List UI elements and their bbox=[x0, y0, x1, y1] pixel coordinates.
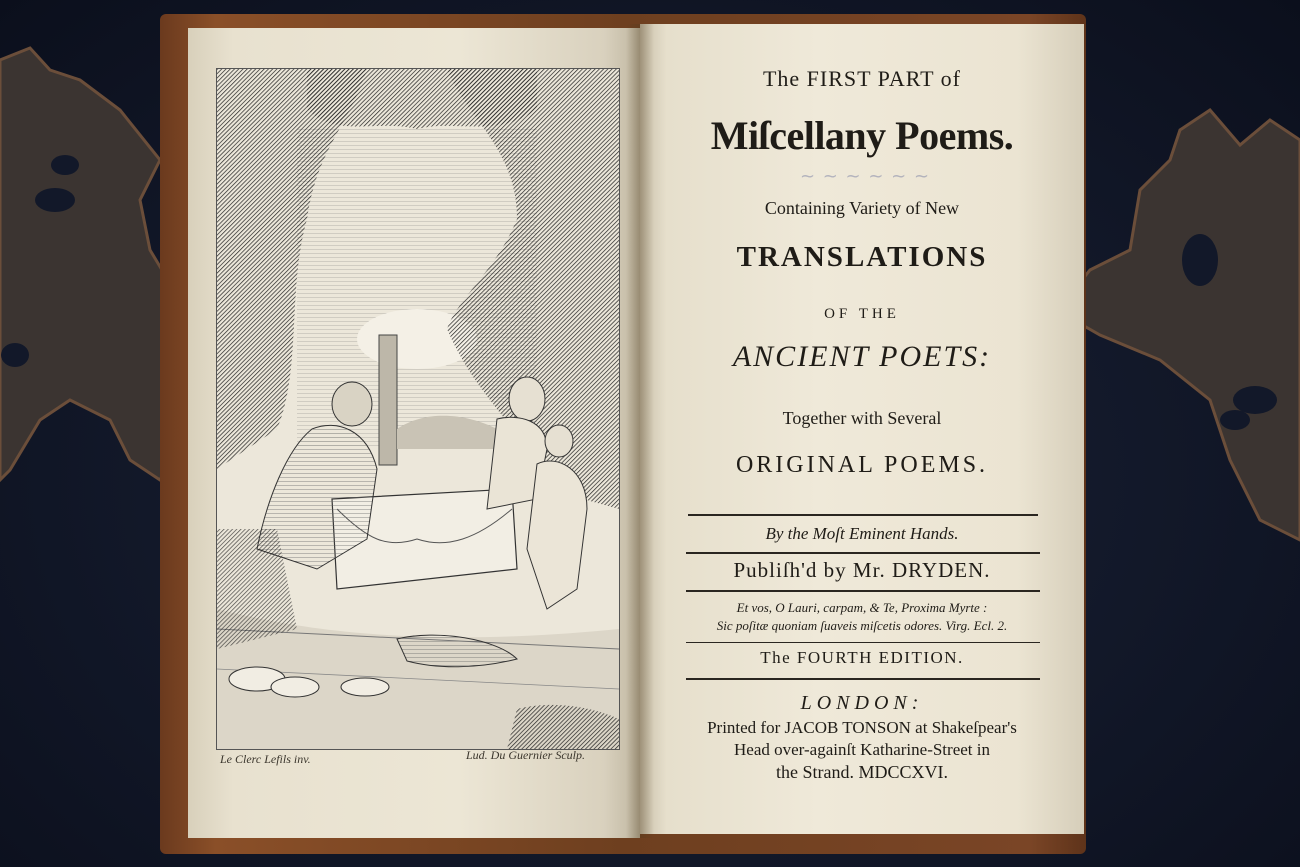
rule-4 bbox=[686, 642, 1040, 643]
frontispiece-engraving bbox=[216, 68, 620, 750]
right-metal-clamp bbox=[1060, 100, 1300, 550]
title-line-containing: Containing Variety of New bbox=[764, 198, 960, 218]
title-line-dryden: Publiſh'd by Mr. DRYDEN. bbox=[733, 558, 991, 582]
imprint-line-3: the Strand. MDCCXVI. bbox=[776, 762, 948, 782]
rule-1 bbox=[688, 514, 1038, 516]
title-line-of-the: OF THE bbox=[824, 306, 900, 322]
engraving-illustration bbox=[217, 69, 619, 749]
title-line-original-poems: ORIGINAL POEMS. bbox=[735, 452, 989, 478]
title-line-edition: The FOURTH EDITION. bbox=[760, 648, 964, 667]
latin-quote-line-2: Sic poſitæ quoniam ſuaveis miſcetis odores. Virg. Ecl. 2. bbox=[716, 618, 1008, 633]
imprint-line-1: Printed for JACOB TONSON at Shakeſpear's bbox=[707, 718, 1017, 737]
title-line-miscellany: Miſcellany Poems. bbox=[710, 113, 1014, 158]
title-line-eminent-hands: By the Moſt Eminent Hands. bbox=[765, 524, 959, 543]
title-line-london: LONDON: bbox=[800, 692, 924, 714]
title-line-first-part: The FIRST PART of bbox=[762, 66, 962, 91]
owner-signature: ~ ~ ~ ~ ~ ~ bbox=[799, 166, 931, 187]
rule-5 bbox=[686, 678, 1040, 680]
title-line-ancient-poets: ANCIENT POETS: bbox=[732, 340, 992, 373]
engraver-credit: Lud. Du Guernier Sculp. bbox=[466, 748, 585, 762]
title-line-translations: TRANSLATIONS bbox=[736, 241, 988, 273]
book-gutter bbox=[626, 24, 654, 838]
title-line-together: Together with Several bbox=[782, 408, 942, 428]
rule-3 bbox=[686, 590, 1040, 592]
artist-credit: Le Clerc Lefils inv. bbox=[220, 752, 311, 766]
latin-quote-line-1: Et vos, O Lauri, carpam, & Te, Proxima Myrte : bbox=[736, 600, 988, 615]
rule-2 bbox=[686, 552, 1040, 554]
imprint-line-2: Head over-againſt Katharine-Street in bbox=[734, 740, 990, 759]
